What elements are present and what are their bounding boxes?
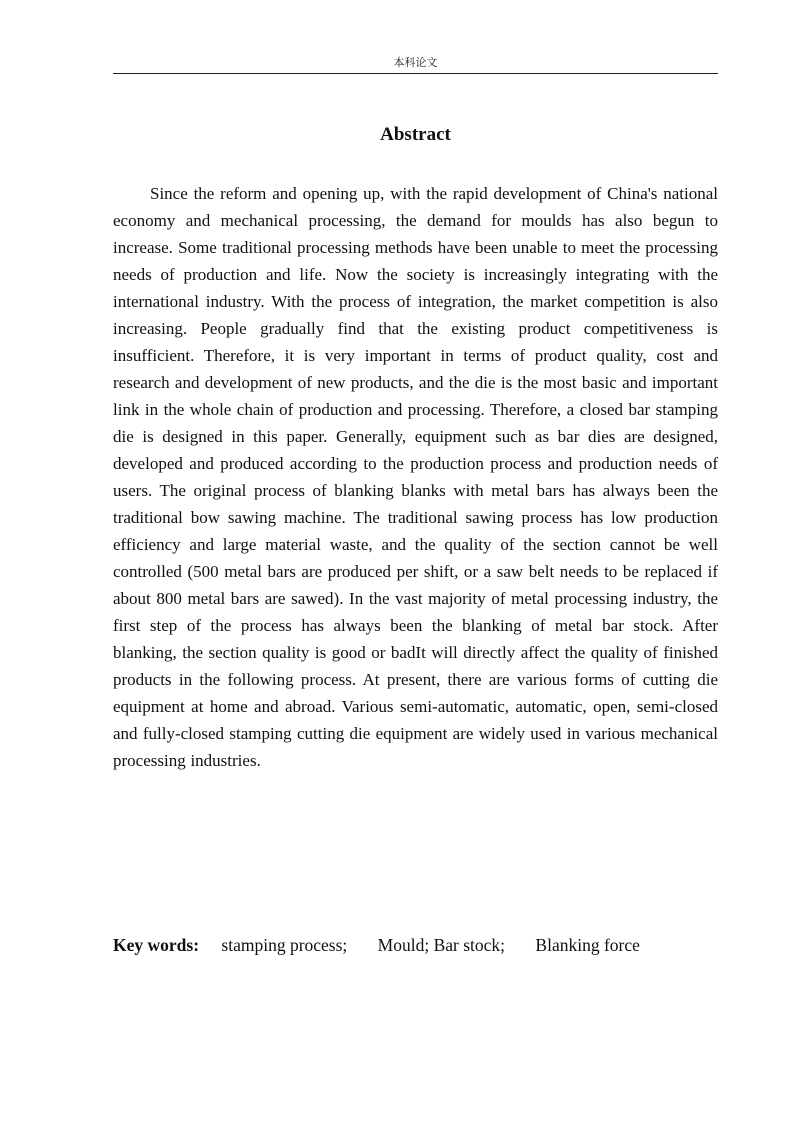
keyword-item: stamping process; — [221, 935, 348, 955]
running-header: 本科论文 — [393, 56, 438, 69]
keyword-item: Blanking force — [535, 935, 640, 955]
abstract-body: Since the reform and opening up, with the rapid development of China's national economy and mechanical processing, the demand for moulds has also begun to increase. Some traditional processing methods have been unable to meet the processing needs of production and life. Now the society is increasingly integrating with the international industry. With the process of integration, the market competition is also increasing. People gradually find that the existing product competitiveness is insufficient. Therefore, it is very important in terms of product quality, cost and research and development of new products, and the die is the most basic and important link in the whole chain of production and processing. Therefore, a closed bar stamping die is designed in this paper. Generally, equipment such as bar dies are designed, developed and produced according to the production process and production needs of users. The original process of blanking blanks with metal bars has always been the traditional bow sawing machine. The traditional sawing process has low production efficiency and large material waste, and the quality of the section cannot be well controlled (500 metal bars are produced per shift, or a saw belt needs to be replaced if about 800 metal bars are sawed). In the vast majority of metal processing industry, the first step of the process has always been the blanking of metal bar stock. After blanking, the section quality is good or badIt will directly affect the quality of finished products in the following process. At present, there are various forms of cutting die equipment at home and abroad. Various semi-automatic, automatic, open, semi-closed and fully-closed stamping cutting die equipment are widely used in various mechanical processing industries. — [113, 184, 718, 770]
keywords-label: Key words: — [113, 935, 200, 955]
keywords-line — [113, 932, 733, 958]
abstract-title: Abstract — [380, 124, 451, 145]
keyword-item: Mould; Bar stock; — [377, 935, 506, 955]
header-rule — [113, 73, 718, 74]
